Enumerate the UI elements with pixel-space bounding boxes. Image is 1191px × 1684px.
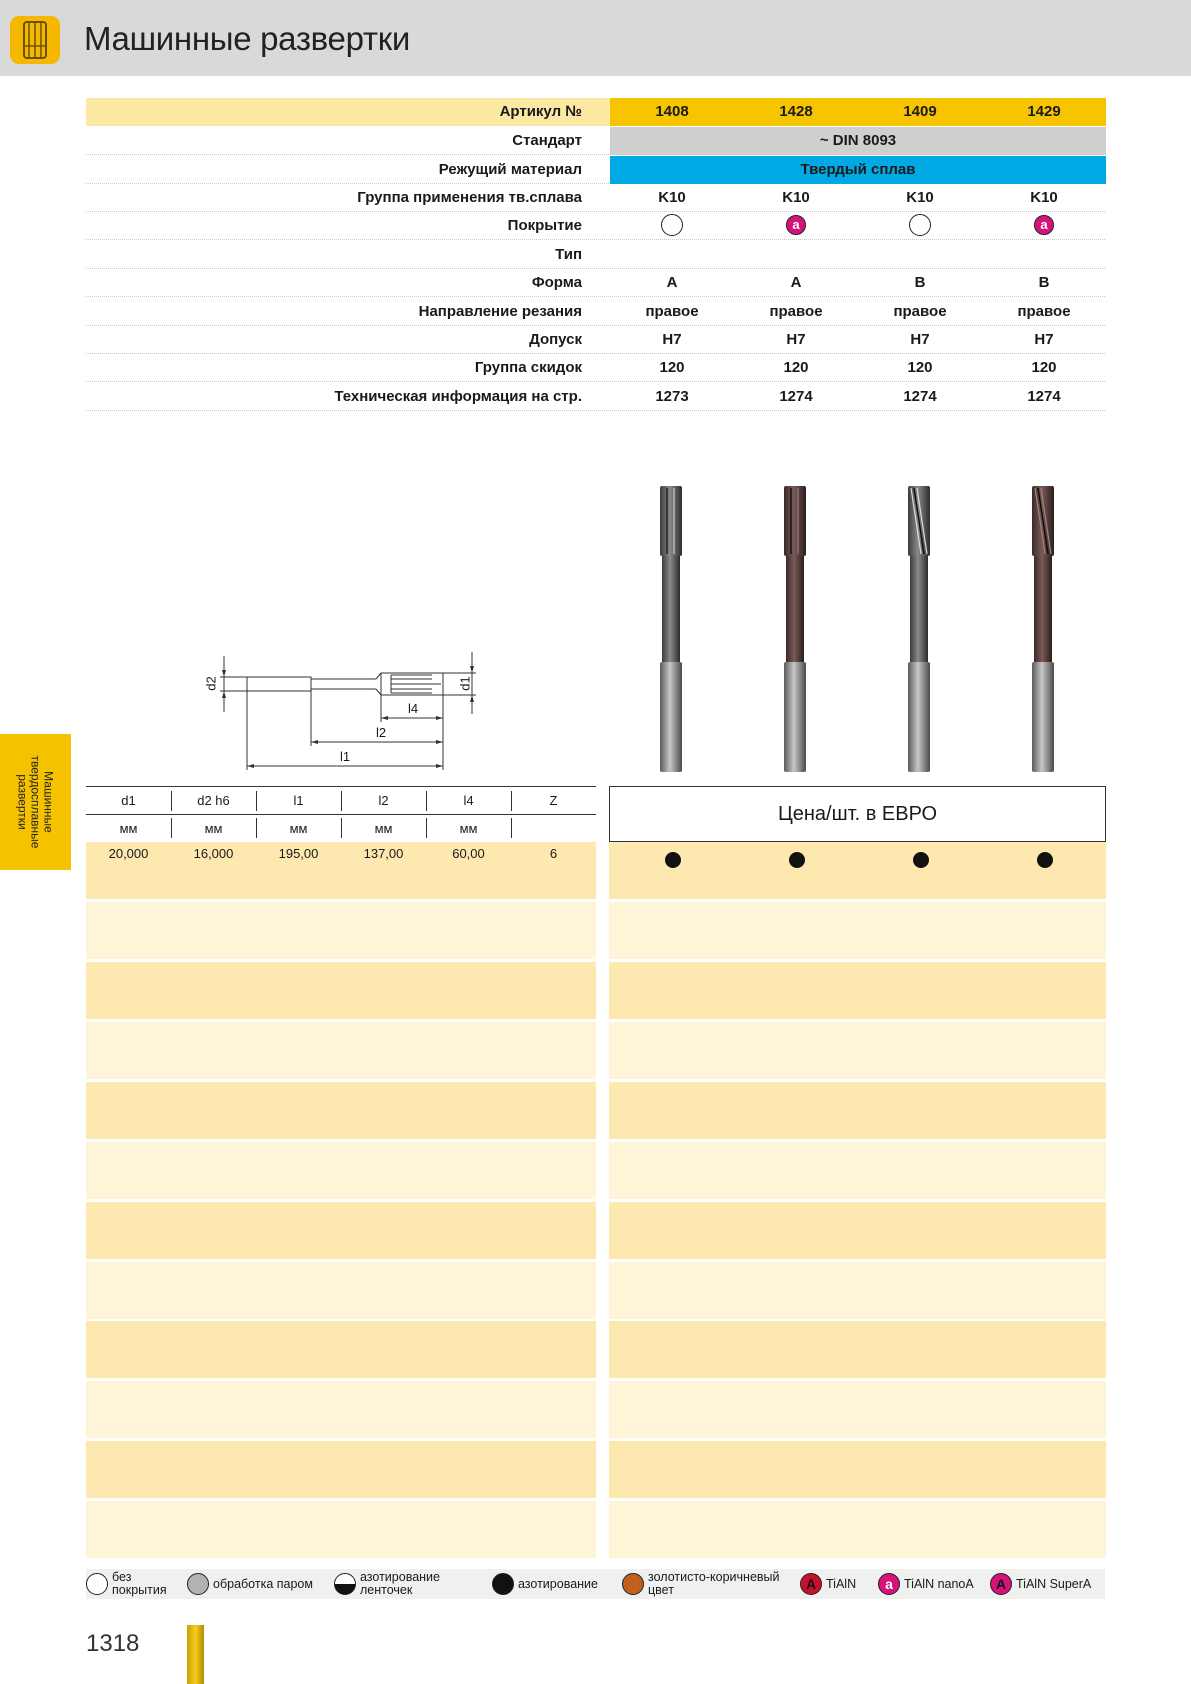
table-row bbox=[86, 1381, 596, 1438]
legend-label: без покрытия bbox=[112, 1570, 167, 1597]
legend-label: обработка паром bbox=[213, 1576, 313, 1591]
tech-info-page-link[interactable]: 1274 bbox=[903, 388, 937, 405]
price-row bbox=[609, 1381, 1106, 1438]
coating-legend bbox=[86, 1569, 1105, 1599]
tolerance-value: H7 bbox=[1034, 331, 1054, 348]
spec-label: Группа скидок bbox=[474, 359, 582, 376]
l1-value: 195,00 bbox=[278, 846, 319, 861]
reamer-1408-image bbox=[658, 486, 686, 779]
column-divider bbox=[426, 818, 427, 838]
spec-row-cut-direction bbox=[86, 298, 1105, 326]
unit-label: мм bbox=[289, 821, 308, 836]
table-row bbox=[86, 1022, 596, 1079]
page-title: Машинные развертки bbox=[84, 20, 411, 57]
uncoated-circle-icon bbox=[86, 1573, 108, 1595]
legend-item bbox=[334, 1569, 455, 1599]
unit-label: мм bbox=[374, 821, 393, 836]
tolerance-value: H7 bbox=[662, 331, 682, 348]
spec-label: Допуск bbox=[529, 331, 582, 348]
page-header bbox=[0, 0, 1191, 76]
legend-label: TiAlN bbox=[826, 1576, 857, 1591]
column-header-l1: l1 bbox=[293, 793, 304, 808]
discount-group-value: 120 bbox=[659, 359, 685, 376]
table-row[interactable] bbox=[86, 842, 596, 899]
price-row bbox=[609, 962, 1106, 1019]
discount-group-value: 120 bbox=[1031, 359, 1057, 376]
price-row bbox=[609, 1501, 1106, 1558]
column-header-d1: d1 bbox=[121, 793, 136, 808]
spec-label: Артикул № bbox=[499, 103, 582, 120]
table-row bbox=[86, 1441, 596, 1498]
dimension-table-header bbox=[86, 786, 596, 842]
form-value: B bbox=[914, 274, 926, 291]
spec-row-tech-info bbox=[86, 383, 1105, 411]
z-value: 6 bbox=[549, 846, 558, 861]
reamer-1429-image bbox=[1030, 486, 1058, 779]
gold-brown-circle-icon bbox=[622, 1573, 644, 1595]
unit-label: мм bbox=[204, 821, 223, 836]
price-row bbox=[609, 1142, 1106, 1199]
legend-label: TiAlN nanoA bbox=[904, 1576, 974, 1591]
table-row bbox=[86, 1262, 596, 1319]
spec-row-tolerance bbox=[86, 326, 1105, 354]
tialn-icon: A bbox=[800, 1573, 822, 1595]
reamer-1409-image bbox=[906, 486, 934, 779]
article-number: 1409 bbox=[903, 103, 937, 120]
column-divider bbox=[341, 791, 342, 811]
spec-row-article bbox=[86, 98, 1105, 126]
reamer-logo-icon bbox=[10, 16, 60, 64]
column-header-l2: l2 bbox=[378, 793, 389, 808]
availability-dot-icon[interactable] bbox=[789, 852, 805, 868]
l2-value: 137,00 bbox=[363, 846, 404, 861]
discount-group-value: 120 bbox=[783, 359, 809, 376]
unit-label: мм bbox=[459, 821, 478, 836]
column-divider bbox=[511, 818, 512, 838]
spec-row-coating bbox=[86, 212, 1105, 240]
column-header-z: Z bbox=[549, 793, 558, 808]
spec-label: Тип bbox=[555, 246, 582, 263]
table-row bbox=[86, 902, 596, 959]
tolerance-value: H7 bbox=[786, 331, 806, 348]
spec-label: Направление резания bbox=[418, 303, 582, 320]
spec-row-material bbox=[86, 156, 1105, 184]
d2-value: 16,000 bbox=[193, 846, 234, 861]
cut-direction-value: правое bbox=[645, 303, 699, 320]
legend-label: TiAlN SuperA bbox=[1016, 1576, 1092, 1591]
legend-label: азотирование ленточек bbox=[360, 1570, 440, 1597]
tech-info-page-link[interactable]: 1274 bbox=[1027, 388, 1061, 405]
legend-item bbox=[990, 1569, 1091, 1599]
price-header: Цена/шт. в ЕВРО bbox=[609, 786, 1106, 842]
price-row bbox=[609, 1082, 1106, 1139]
spec-row-standard bbox=[86, 127, 1105, 155]
spec-row-carbide-group bbox=[86, 184, 1105, 212]
steam-treated-circle-icon bbox=[187, 1573, 209, 1595]
legend-item bbox=[622, 1569, 798, 1599]
carbide-group-value: K10 bbox=[782, 189, 810, 206]
spec-label: Стандарт bbox=[512, 132, 582, 149]
price-row bbox=[609, 902, 1106, 959]
uncoated-circle-icon bbox=[909, 214, 931, 236]
unit-label: мм bbox=[119, 821, 138, 836]
spec-label: Группа применения тв.сплава bbox=[357, 189, 582, 206]
legend-item bbox=[878, 1569, 974, 1599]
article-number: 1408 bbox=[655, 103, 689, 120]
reamer-1428-image bbox=[782, 486, 810, 779]
half-nitrided-circle-icon bbox=[334, 1573, 356, 1595]
cut-direction-value: правое bbox=[893, 303, 947, 320]
l1-label: l1 bbox=[340, 749, 351, 764]
l4-value: 60,00 bbox=[452, 846, 485, 861]
d1-label: d1 bbox=[457, 676, 473, 691]
spec-row-type bbox=[86, 241, 1105, 269]
price-row bbox=[609, 1441, 1106, 1498]
tialn-nanoa-icon: a bbox=[1034, 215, 1054, 235]
carbide-group-value: K10 bbox=[658, 189, 686, 206]
standard-value: ~ DIN 8093 bbox=[610, 127, 1106, 155]
column-header-l4: l4 bbox=[463, 793, 474, 808]
column-divider bbox=[426, 791, 427, 811]
article-number: 1428 bbox=[779, 103, 813, 120]
tolerance-value: H7 bbox=[910, 331, 930, 348]
spec-row-discount-group bbox=[86, 354, 1105, 382]
table-row bbox=[86, 1142, 596, 1199]
spec-label: Техническая информация на стр. bbox=[334, 388, 582, 405]
cut-direction-value: правое bbox=[1017, 303, 1071, 320]
price-row[interactable] bbox=[609, 842, 1106, 899]
side-tab-label: Машинные твердосплавные развертки bbox=[15, 755, 56, 849]
carbide-group-value: K10 bbox=[906, 189, 934, 206]
column-divider bbox=[341, 818, 342, 838]
table-row bbox=[86, 1321, 596, 1378]
legend-label: азотирование bbox=[518, 1576, 598, 1591]
tialn-supera-icon: A bbox=[990, 1573, 1012, 1595]
page-edge-bar bbox=[187, 1625, 204, 1684]
d2-label: d2 bbox=[203, 676, 219, 691]
column-divider bbox=[256, 791, 257, 811]
price-row bbox=[609, 1321, 1106, 1378]
table-row bbox=[86, 962, 596, 1019]
spec-label: Покрытие bbox=[507, 217, 582, 234]
l4-label: l4 bbox=[408, 701, 419, 716]
uncoated-circle-icon bbox=[661, 214, 683, 236]
column-divider bbox=[171, 818, 172, 838]
nitrided-circle-icon bbox=[492, 1573, 514, 1595]
column-divider bbox=[511, 791, 512, 811]
header-divider bbox=[86, 814, 596, 815]
discount-group-value: 120 bbox=[907, 359, 933, 376]
reamer-dimension-drawing bbox=[200, 648, 490, 781]
column-divider bbox=[171, 791, 172, 811]
spec-row-form bbox=[86, 269, 1105, 297]
tech-info-page-link[interactable]: 1274 bbox=[779, 388, 813, 405]
article-number: 1429 bbox=[1027, 103, 1061, 120]
tialn-nanoa-icon: a bbox=[786, 215, 806, 235]
table-row bbox=[86, 1202, 596, 1259]
cut-direction-value: правое bbox=[769, 303, 823, 320]
legend-item bbox=[492, 1569, 598, 1599]
availability-dot-icon[interactable] bbox=[913, 852, 929, 868]
tialn-nanoa-icon: a bbox=[878, 1573, 900, 1595]
column-divider bbox=[256, 818, 257, 838]
price-row bbox=[609, 1022, 1106, 1079]
page-number: 1318 bbox=[86, 1630, 140, 1657]
legend-item bbox=[800, 1569, 856, 1599]
table-row bbox=[86, 1501, 596, 1558]
spec-label: Режущий материал bbox=[438, 161, 582, 178]
price-row bbox=[609, 1262, 1106, 1319]
table-row bbox=[86, 1082, 596, 1139]
carbide-group-value: K10 bbox=[1030, 189, 1058, 206]
l2-label: l2 bbox=[376, 725, 387, 740]
form-value: A bbox=[790, 274, 802, 291]
tech-info-page-link[interactable]: 1273 bbox=[655, 388, 689, 405]
form-value: B bbox=[1038, 274, 1050, 291]
legend-item bbox=[187, 1569, 313, 1599]
column-header-d2: d2 h6 bbox=[197, 793, 230, 808]
availability-dot-icon[interactable] bbox=[1037, 852, 1053, 868]
price-row bbox=[609, 1202, 1106, 1259]
legend-label: золотисто-коричневый цвет bbox=[648, 1570, 780, 1597]
spec-label: Форма bbox=[531, 274, 582, 291]
form-value: A bbox=[666, 274, 678, 291]
material-value: Твердый сплав bbox=[610, 156, 1106, 184]
d1-value: 20,000 bbox=[108, 846, 149, 861]
legend-item bbox=[86, 1569, 182, 1599]
availability-dot-icon[interactable] bbox=[665, 852, 681, 868]
